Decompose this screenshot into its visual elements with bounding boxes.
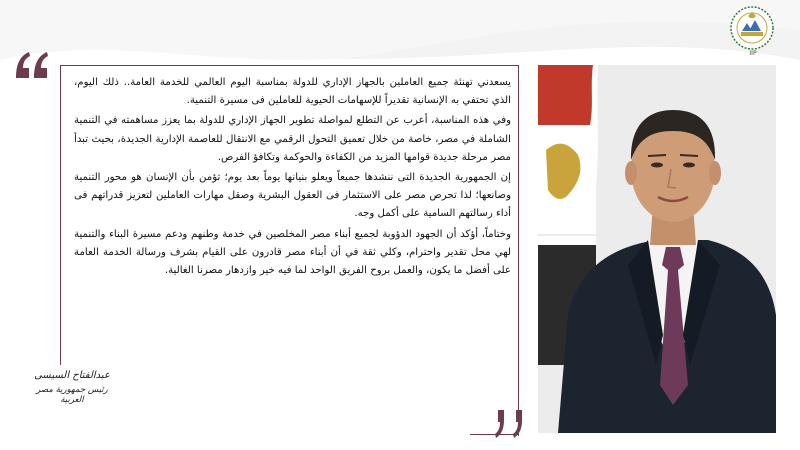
signature-title: رئيس جمهورية مصر العربية bbox=[36, 385, 108, 405]
statement-body bbox=[74, 74, 511, 384]
signature-block bbox=[24, 370, 120, 405]
statement-paragraph-1: يسعدني تهنئة جميع العاملين بالجهاز الإداري للدولة بمناسبة اليوم العالمي للخدمة العامة.. ذلك اليوم، الذي تحتفي به الإنسانية تقديراً للإسهامات الحيوية للعاملين فى مسيرة التنمية. bbox=[74, 77, 511, 107]
statement-paragraph-3: إن الجمهورية الجديدة التى ننشدها جميعاً ويعلو بنيانها يوماً بعد يوم؛ تؤمن بأن الإنسان هو محور التنمية وصانعها؛ لذا تحرص مصر على الاستثمار فى العقول البشرية وصقل مهارات العاملين لتعزيز قدراتهم فى أداء رسالتهم السامية على أكمل وجه. bbox=[74, 172, 511, 220]
logo-caption: IIP bbox=[749, 50, 757, 57]
signature-name: عبدالفتاح السيسى bbox=[34, 370, 110, 381]
open-quote-icon bbox=[12, 48, 52, 84]
statement-paragraph-4: وختاماً، أؤكد أن الجهود الدؤوبة لجميع أبناء مصر المخلصين في خدمة وطنهم ودعم مسيرة البناء والتنمية لهي محل تقدير واحترام، وكلي ثقة في أن أبناء مصر قادرون على القيام بشرف ورسالة الخدمة العامة على أفضل ما يكون، والعمل بروح الفريق الواحد لما فيه خير وازدهار مصرنا الغالية. bbox=[74, 228, 511, 277]
frame-bottom-border bbox=[470, 434, 518, 435]
organization-logo-icon bbox=[728, 4, 776, 52]
frame-left-border bbox=[60, 65, 61, 365]
statement-paragraph-2: وفي هذه المناسبة، أعرب عن التطلع لمواصلة تطوير الجهاز الإداري للدولة بما يعزز مساهمته في التنمية الشاملة في مصر، خاصة من خلال تعميق التحول الرقمي مع الانتقال للعاصمة الإدارية الجديدة، بحيث تبدأ مصر مرحلة جديدة قوامها المزيد من الكفاءة والحوكمة وتكافؤ الفرص. bbox=[74, 115, 511, 163]
portrait-photo bbox=[538, 65, 776, 433]
